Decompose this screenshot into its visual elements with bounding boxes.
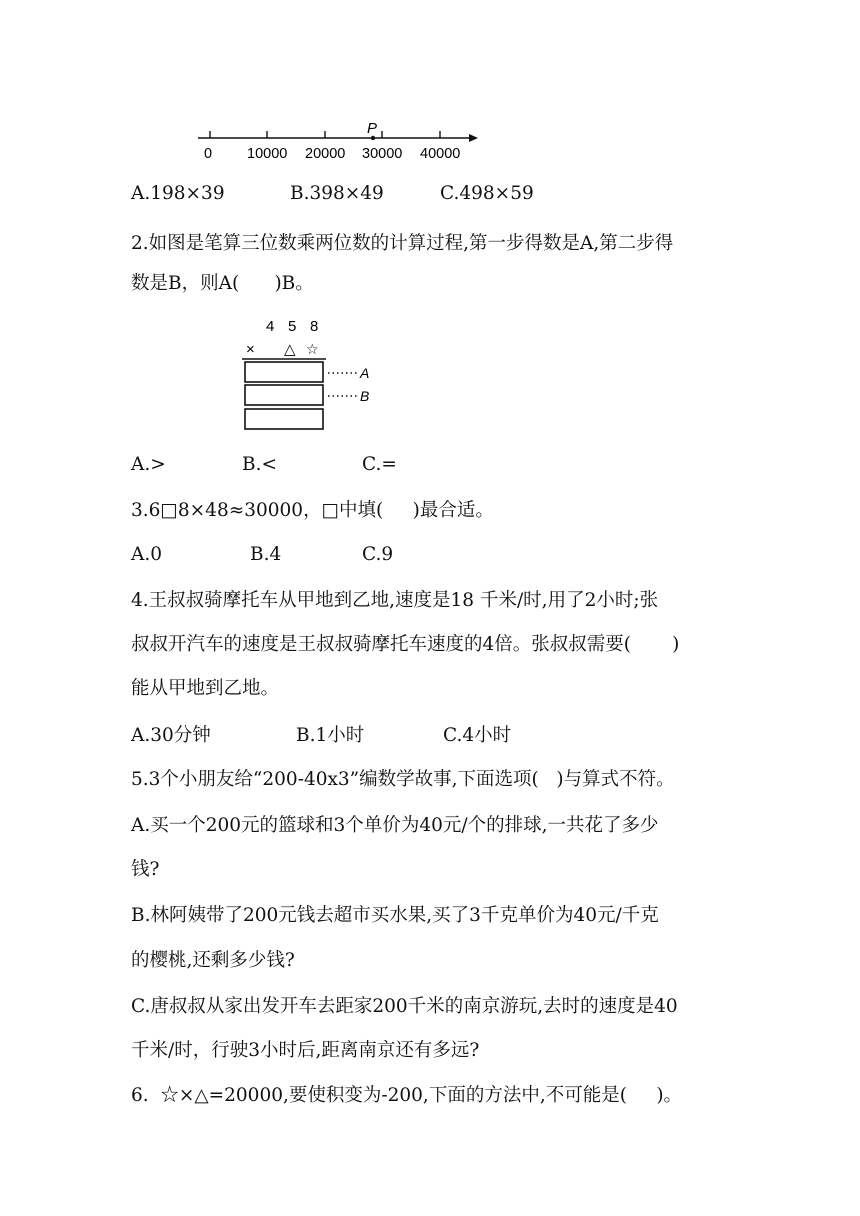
tick-label-40000: 40000 — [420, 146, 461, 162]
q4-text-line3: 能从甲地到乙地。 — [131, 678, 280, 699]
star-symbol: ☆ — [306, 341, 319, 357]
q1-option-a[interactable]: A.198×39 — [131, 183, 225, 204]
q2-option-b[interactable]: B.< — [242, 454, 277, 475]
q4-text-line1: 4.王叔叔骑摩托车从甲地到乙地,速度是18 千米/时,用了2小时;张 — [131, 590, 659, 611]
q1-option-b[interactable]: B.398×49 — [290, 183, 384, 204]
box-a — [245, 362, 323, 382]
q1-option-c[interactable]: C.498×59 — [440, 183, 534, 204]
number-line-figure — [190, 118, 490, 168]
q3-option-b[interactable]: B.4 — [250, 544, 282, 565]
q5-option-c-line1[interactable]: C.唐叔叔从家出发开车去距家200千米的南京游玩,去时的速度是40 — [131, 996, 678, 1017]
q5-option-b-line2[interactable]: 的樱桃,还剩多少钱? — [131, 950, 295, 971]
q4-option-a[interactable]: A.30分钟 — [131, 725, 211, 746]
q2-option-a[interactable]: A.> — [131, 454, 166, 475]
q6-text-line1: 6. ☆×△=20000,要使积变为-200,下面的方法中,不可能是( )。 — [131, 1085, 683, 1106]
tick-label-10000: 10000 — [247, 146, 288, 162]
q2-text-line1: 2.如图是笔算三位数乘两位数的计算过程,第一步得数是A,第二步得 — [131, 233, 674, 254]
box-result — [245, 409, 323, 429]
q3-option-a[interactable]: A.0 — [131, 544, 163, 565]
q3-text-line1: 3.6□8×48≈30000，□中填( )最合适。 — [131, 500, 494, 521]
digit-8: 8 — [310, 318, 319, 335]
q2-option-c[interactable]: C.= — [362, 454, 397, 475]
digit-4: 4 — [266, 318, 275, 335]
q3-option-c[interactable]: C.9 — [362, 544, 394, 565]
q5-option-a-line1[interactable]: A.买一个200元的篮球和3个单价为40元/个的排球,一共花了多少 — [131, 815, 659, 836]
q5-option-b-line1[interactable]: B.林阿姨带了200元钱去超市买水果,买了3千克单价为40元/千克 — [131, 905, 659, 926]
box-b — [245, 385, 323, 405]
q4-option-c[interactable]: C.4小时 — [443, 725, 512, 746]
times-sign: × — [246, 341, 255, 358]
multiplication-figure — [236, 311, 386, 436]
number-line-arrow — [469, 134, 478, 142]
triangle-symbol: △ — [284, 341, 296, 358]
q5-text-line1: 5.3个小朋友给“200-40x3”编数学故事,下面选项( )与算式不符。 — [131, 769, 675, 790]
point-p-label: P — [367, 120, 378, 137]
label-b: B — [360, 388, 370, 404]
tick-label-0: 0 — [204, 146, 213, 162]
q5-option-c-line2[interactable]: 千米/时，行驶3小时后,距离南京还有多远? — [131, 1040, 480, 1061]
q5-option-a-line2[interactable]: 钱? — [131, 859, 160, 880]
digit-5: 5 — [288, 318, 297, 335]
q4-option-b[interactable]: B.1小时 — [296, 725, 365, 746]
label-a: A — [360, 365, 370, 381]
q2-text-line2: 数是B，则A( )B。 — [131, 273, 314, 294]
q4-text-line2: 叔叔开汽车的速度是王叔叔骑摩托车速度的4倍。张叔叔需要( ) — [131, 634, 680, 655]
tick-label-30000: 30000 — [362, 146, 403, 162]
tick-label-20000: 20000 — [305, 146, 346, 162]
